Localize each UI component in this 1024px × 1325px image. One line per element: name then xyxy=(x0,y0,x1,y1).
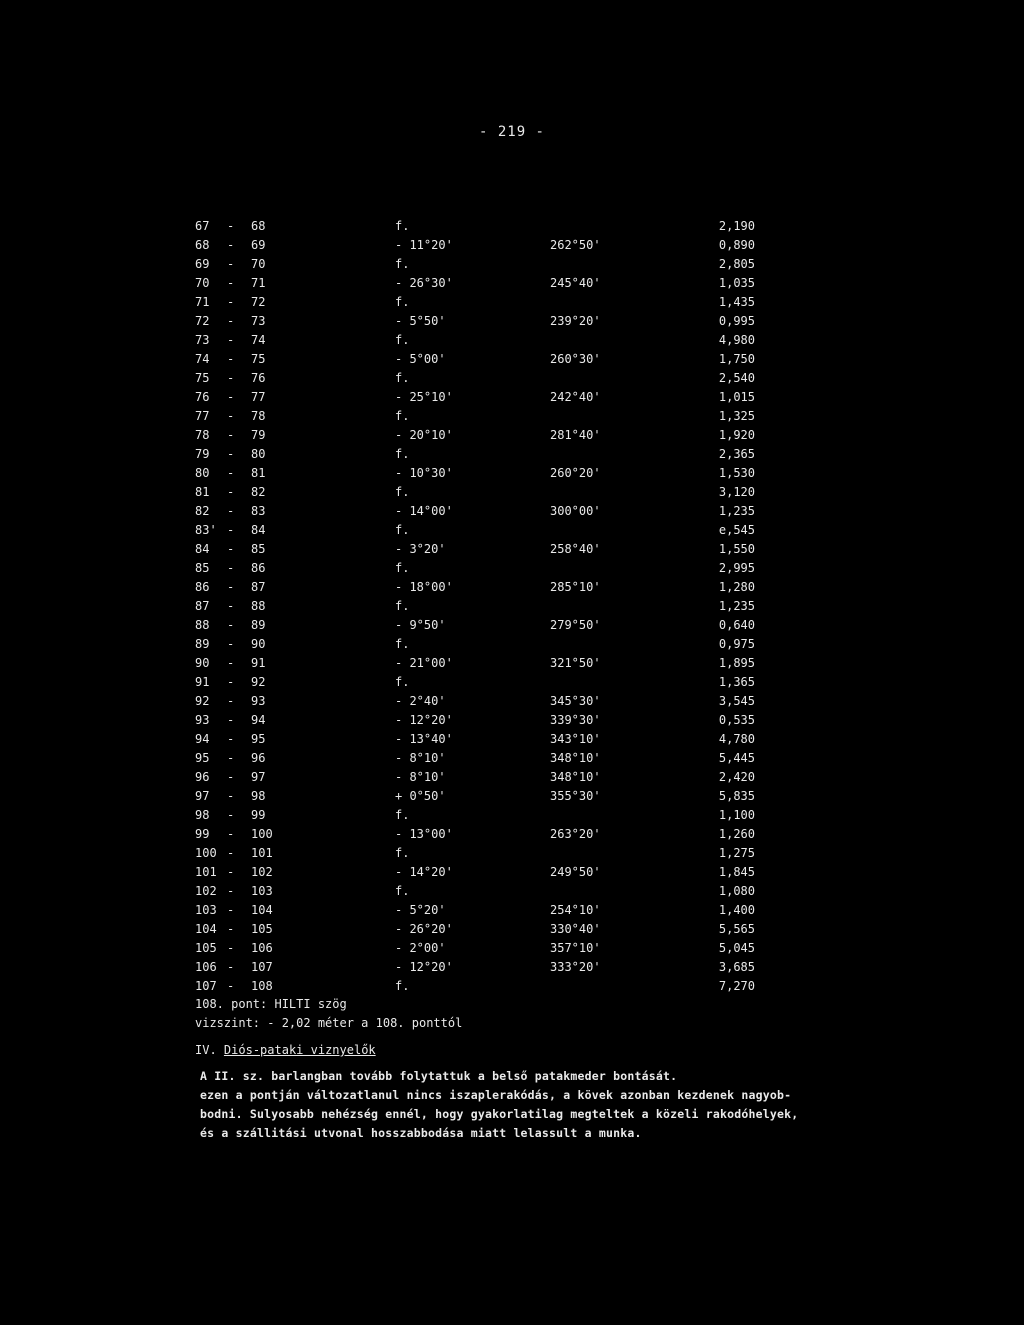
station-to: 73 xyxy=(251,314,266,328)
table-row xyxy=(195,977,755,996)
length: 1,280 xyxy=(718,580,755,594)
table-row xyxy=(195,559,755,578)
table-row xyxy=(195,388,755,407)
station-separator: - xyxy=(227,295,235,309)
table-row xyxy=(195,255,755,274)
length: 1,530 xyxy=(718,466,755,480)
length: 7,270 xyxy=(718,979,755,993)
bearing: 245°40' xyxy=(550,276,601,290)
station-to: 92 xyxy=(251,675,266,689)
length: 5,045 xyxy=(718,941,755,955)
length: 1,550 xyxy=(718,542,755,556)
station-separator: - xyxy=(227,542,235,556)
table-row xyxy=(195,407,755,426)
station-separator: - xyxy=(227,333,235,347)
inclination: f. xyxy=(395,257,410,271)
inclination: - 11°20' xyxy=(395,238,453,252)
station-from: 106 xyxy=(195,960,217,974)
table-row xyxy=(195,920,755,939)
length: 3,120 xyxy=(718,485,755,499)
paragraph-line: és a szállitási utvonal hosszabbodása miatt lelassult a munka. xyxy=(200,1126,642,1140)
length: 2,805 xyxy=(718,257,755,271)
bearing: 279°50' xyxy=(550,618,601,632)
station-separator: - xyxy=(227,865,235,879)
station-separator: - xyxy=(227,637,235,651)
table-row xyxy=(195,578,755,597)
inclination: f. xyxy=(395,808,410,822)
inclination: f. xyxy=(395,295,410,309)
station-from: 89 xyxy=(195,637,210,651)
station-to: 79 xyxy=(251,428,266,442)
station-from: 73 xyxy=(195,333,210,347)
station-separator: - xyxy=(227,219,235,233)
station-separator: - xyxy=(227,846,235,860)
station-to: 71 xyxy=(251,276,266,290)
station-from: 102 xyxy=(195,884,217,898)
station-from: 86 xyxy=(195,580,210,594)
bearing: 262°50' xyxy=(550,238,601,252)
station-from: 77 xyxy=(195,409,210,423)
station-to: 107 xyxy=(251,960,273,974)
bearing: 260°30' xyxy=(550,352,601,366)
station-separator: - xyxy=(227,770,235,784)
table-row xyxy=(195,616,755,635)
station-from: 69 xyxy=(195,257,210,271)
inclination: f. xyxy=(395,219,410,233)
station-from: 72 xyxy=(195,314,210,328)
length: 1,750 xyxy=(718,352,755,366)
length: e,545 xyxy=(718,523,755,537)
length: 1,235 xyxy=(718,504,755,518)
station-to: 80 xyxy=(251,447,266,461)
paragraph-line: bodni. Sulyosabb nehézség ennél, hogy gyakorlatilag megteltek a közeli rakodóhelyek, xyxy=(200,1107,799,1121)
table-row xyxy=(195,958,755,977)
length: 5,445 xyxy=(718,751,755,765)
station-separator: - xyxy=(227,694,235,708)
table-row xyxy=(195,369,755,388)
length: 1,325 xyxy=(718,409,755,423)
table-row xyxy=(195,502,755,521)
inclination: - 21°00' xyxy=(395,656,453,670)
station-to: 103 xyxy=(251,884,273,898)
table-row xyxy=(195,749,755,768)
station-to: 77 xyxy=(251,390,266,404)
inclination: f. xyxy=(395,884,410,898)
inclination: f. xyxy=(395,333,410,347)
length: 1,080 xyxy=(718,884,755,898)
table-row xyxy=(195,901,755,920)
station-to: 74 xyxy=(251,333,266,347)
inclination: - 14°00' xyxy=(395,504,453,518)
inclination: f. xyxy=(395,447,410,461)
station-from: 68 xyxy=(195,238,210,252)
station-separator: - xyxy=(227,523,235,537)
table-row xyxy=(195,730,755,749)
table-row xyxy=(195,236,755,255)
length: 2,540 xyxy=(718,371,755,385)
station-from: 100 xyxy=(195,846,217,860)
inclination: f. xyxy=(395,561,410,575)
table-row xyxy=(195,312,755,331)
station-from: 98 xyxy=(195,808,210,822)
station-from: 96 xyxy=(195,770,210,784)
station-from: 87 xyxy=(195,599,210,613)
station-to: 84 xyxy=(251,523,266,537)
table-row xyxy=(195,787,755,806)
station-separator: - xyxy=(227,827,235,841)
station-to: 82 xyxy=(251,485,266,499)
inclination: + 0°50' xyxy=(395,789,446,803)
station-from: 70 xyxy=(195,276,210,290)
station-to: 90 xyxy=(251,637,266,651)
station-to: 78 xyxy=(251,409,266,423)
station-from: 75 xyxy=(195,371,210,385)
station-separator: - xyxy=(227,884,235,898)
station-from: 101 xyxy=(195,865,217,879)
section-title: Diós-pataki viznyelők xyxy=(223,1043,376,1057)
station-from: 99 xyxy=(195,827,210,841)
paragraph-line: ezen a pontján változatlanul nincs iszaplerakódás, a kövek azonban kezdenek nagyob- xyxy=(200,1088,792,1102)
table-row xyxy=(195,768,755,787)
station-from: 78 xyxy=(195,428,210,442)
station-separator: - xyxy=(227,618,235,632)
station-from: 95 xyxy=(195,751,210,765)
station-to: 105 xyxy=(251,922,273,936)
inclination: - 2°00' xyxy=(395,941,446,955)
inclination: f. xyxy=(395,599,410,613)
bearing: 348°10' xyxy=(550,751,601,765)
table-row xyxy=(195,692,755,711)
station-from: 67 xyxy=(195,219,210,233)
station-to: 106 xyxy=(251,941,273,955)
table-row xyxy=(195,673,755,692)
note-line: 108. pont: HILTI szög xyxy=(195,997,347,1011)
station-to: 83 xyxy=(251,504,266,518)
station-to: 85 xyxy=(251,542,266,556)
table-row xyxy=(195,825,755,844)
bearing: 357°10' xyxy=(550,941,601,955)
station-from: 90 xyxy=(195,656,210,670)
bearing: 285°10' xyxy=(550,580,601,594)
station-separator: - xyxy=(227,941,235,955)
station-separator: - xyxy=(227,352,235,366)
table-row xyxy=(195,350,755,369)
station-separator: - xyxy=(227,257,235,271)
table-row xyxy=(195,426,755,445)
inclination: - 9°50' xyxy=(395,618,446,632)
station-separator: - xyxy=(227,751,235,765)
station-separator: - xyxy=(227,447,235,461)
station-from: 94 xyxy=(195,732,210,746)
station-from: 76 xyxy=(195,390,210,404)
inclination: - 26°30' xyxy=(395,276,453,290)
bearing: 339°30' xyxy=(550,713,601,727)
inclination: - 12°20' xyxy=(395,713,453,727)
table-row xyxy=(195,293,755,312)
station-to: 68 xyxy=(251,219,266,233)
station-to: 104 xyxy=(251,903,273,917)
bearing: 263°20' xyxy=(550,827,601,841)
table-row xyxy=(195,521,755,540)
inclination: - 10°30' xyxy=(395,466,453,480)
station-separator: - xyxy=(227,390,235,404)
inclination: f. xyxy=(395,523,410,537)
length: 1,100 xyxy=(718,808,755,822)
inclination: - 8°10' xyxy=(395,751,446,765)
page-number: - 219 - xyxy=(478,124,545,140)
table-row xyxy=(195,806,755,825)
table-row xyxy=(195,882,755,901)
station-separator: - xyxy=(227,713,235,727)
note-line: vizszint: - 2,02 méter a 108. ponttól xyxy=(195,1016,463,1030)
station-to: 87 xyxy=(251,580,266,594)
inclination: - 14°20' xyxy=(395,865,453,879)
table-row xyxy=(195,597,755,616)
station-from: 74 xyxy=(195,352,210,366)
bearing: 239°20' xyxy=(550,314,601,328)
inclination: - 3°20' xyxy=(395,542,446,556)
station-separator: - xyxy=(227,238,235,252)
station-separator: - xyxy=(227,504,235,518)
length: 0,890 xyxy=(718,238,755,252)
station-separator: - xyxy=(227,276,235,290)
inclination: - 26°20' xyxy=(395,922,453,936)
station-to: 95 xyxy=(251,732,266,746)
station-from: 91 xyxy=(195,675,210,689)
table-row xyxy=(195,464,755,483)
length: 3,545 xyxy=(718,694,755,708)
body-paragraph xyxy=(200,1067,860,1143)
station-to: 75 xyxy=(251,352,266,366)
table-row xyxy=(195,540,755,559)
length: 0,995 xyxy=(718,314,755,328)
station-from: 97 xyxy=(195,789,210,803)
length: 1,895 xyxy=(718,656,755,670)
table-row xyxy=(195,483,755,502)
inclination: f. xyxy=(395,485,410,499)
station-to: 96 xyxy=(251,751,266,765)
inclination: f. xyxy=(395,846,410,860)
station-to: 98 xyxy=(251,789,266,803)
length: 5,565 xyxy=(718,922,755,936)
station-to: 89 xyxy=(251,618,266,632)
station-separator: - xyxy=(227,580,235,594)
station-separator: - xyxy=(227,979,235,993)
length: 1,845 xyxy=(718,865,755,879)
length: 0,975 xyxy=(718,637,755,651)
table-row xyxy=(195,445,755,464)
station-from: 107 xyxy=(195,979,217,993)
station-separator: - xyxy=(227,960,235,974)
station-from: 71 xyxy=(195,295,210,309)
length: 0,535 xyxy=(718,713,755,727)
length: 5,835 xyxy=(718,789,755,803)
length: 1,015 xyxy=(718,390,755,404)
inclination: f. xyxy=(395,675,410,689)
station-separator: - xyxy=(227,409,235,423)
station-to: 99 xyxy=(251,808,266,822)
length: 1,920 xyxy=(718,428,755,442)
station-to: 93 xyxy=(251,694,266,708)
table-row xyxy=(195,863,755,882)
length: 2,365 xyxy=(718,447,755,461)
station-separator: - xyxy=(227,561,235,575)
station-separator: - xyxy=(227,656,235,670)
station-separator: - xyxy=(227,371,235,385)
bearing: 258°40' xyxy=(550,542,601,556)
station-to: 76 xyxy=(251,371,266,385)
length: 1,035 xyxy=(718,276,755,290)
survey-table xyxy=(195,217,755,996)
station-from: 80 xyxy=(195,466,210,480)
station-separator: - xyxy=(227,789,235,803)
length: 0,640 xyxy=(718,618,755,632)
bearing: 330°40' xyxy=(550,922,601,936)
length: 2,190 xyxy=(718,219,755,233)
station-separator: - xyxy=(227,922,235,936)
length: 4,780 xyxy=(718,732,755,746)
station-from: 105 xyxy=(195,941,217,955)
inclination: - 8°10' xyxy=(395,770,446,784)
length: 1,365 xyxy=(718,675,755,689)
station-from: 81 xyxy=(195,485,210,499)
station-from: 93 xyxy=(195,713,210,727)
station-from: 84 xyxy=(195,542,210,556)
inclination: - 12°20' xyxy=(395,960,453,974)
inclination: f. xyxy=(395,979,410,993)
survey-notes xyxy=(195,995,462,1033)
bearing: 300°00' xyxy=(550,504,601,518)
inclination: - 5°50' xyxy=(395,314,446,328)
bearing: 355°30' xyxy=(550,789,601,803)
bearing: 343°10' xyxy=(550,732,601,746)
table-row xyxy=(195,635,755,654)
station-to: 72 xyxy=(251,295,266,309)
table-row xyxy=(195,939,755,958)
length: 1,235 xyxy=(718,599,755,613)
station-separator: - xyxy=(227,675,235,689)
station-separator: - xyxy=(227,314,235,328)
station-from: 103 xyxy=(195,903,217,917)
station-to: 101 xyxy=(251,846,273,860)
inclination: - 13°00' xyxy=(395,827,453,841)
inclination: - 20°10' xyxy=(395,428,453,442)
bearing: 281°40' xyxy=(550,428,601,442)
length: 1,435 xyxy=(718,295,755,309)
length: 4,980 xyxy=(718,333,755,347)
station-separator: - xyxy=(227,732,235,746)
bearing: 345°30' xyxy=(550,694,601,708)
station-to: 94 xyxy=(251,713,266,727)
station-to: 81 xyxy=(251,466,266,480)
inclination: f. xyxy=(395,409,410,423)
table-row xyxy=(195,274,755,293)
station-separator: - xyxy=(227,466,235,480)
length: 2,420 xyxy=(718,770,755,784)
paragraph-line: A II. sz. barlangban tovább folytattuk a belső patakmeder bontását. xyxy=(200,1069,678,1083)
bearing: 321°50' xyxy=(550,656,601,670)
station-to: 86 xyxy=(251,561,266,575)
station-to: 70 xyxy=(251,257,266,271)
bearing: 242°40' xyxy=(550,390,601,404)
inclination: f. xyxy=(395,371,410,385)
inclination: f. xyxy=(395,637,410,651)
station-separator: - xyxy=(227,428,235,442)
length: 1,400 xyxy=(718,903,755,917)
station-separator: - xyxy=(227,903,235,917)
station-to: 108 xyxy=(251,979,273,993)
station-from: 79 xyxy=(195,447,210,461)
inclination: - 5°20' xyxy=(395,903,446,917)
inclination: - 2°40' xyxy=(395,694,446,708)
station-to: 97 xyxy=(251,770,266,784)
table-row xyxy=(195,331,755,350)
station-to: 88 xyxy=(251,599,266,613)
inclination: - 25°10' xyxy=(395,390,453,404)
station-from: 88 xyxy=(195,618,210,632)
station-from: 92 xyxy=(195,694,210,708)
bearing: 333°20' xyxy=(550,960,601,974)
bearing: 249°50' xyxy=(550,865,601,879)
length: 1,260 xyxy=(718,827,755,841)
table-row xyxy=(195,844,755,863)
station-to: 102 xyxy=(251,865,273,879)
station-separator: - xyxy=(227,808,235,822)
inclination: - 5°00' xyxy=(395,352,446,366)
bearing: 260°20' xyxy=(550,466,601,480)
length: 1,275 xyxy=(718,846,755,860)
station-to: 69 xyxy=(251,238,266,252)
station-from: 85 xyxy=(195,561,210,575)
inclination: - 18°00' xyxy=(395,580,453,594)
station-separator: - xyxy=(227,485,235,499)
table-row xyxy=(195,711,755,730)
bearing: 348°10' xyxy=(550,770,601,784)
bearing: 254°10' xyxy=(550,903,601,917)
station-to: 100 xyxy=(251,827,273,841)
length: 3,685 xyxy=(718,960,755,974)
station-from: 104 xyxy=(195,922,217,936)
table-row xyxy=(195,654,755,673)
table-row xyxy=(195,217,755,236)
station-from: 82 xyxy=(195,504,210,518)
length: 2,995 xyxy=(718,561,755,575)
section-number: IV. xyxy=(195,1043,217,1057)
inclination: - 13°40' xyxy=(395,732,453,746)
section-heading xyxy=(195,1043,376,1057)
station-from: 83' xyxy=(195,523,217,537)
station-to: 91 xyxy=(251,656,266,670)
station-separator: - xyxy=(227,599,235,613)
